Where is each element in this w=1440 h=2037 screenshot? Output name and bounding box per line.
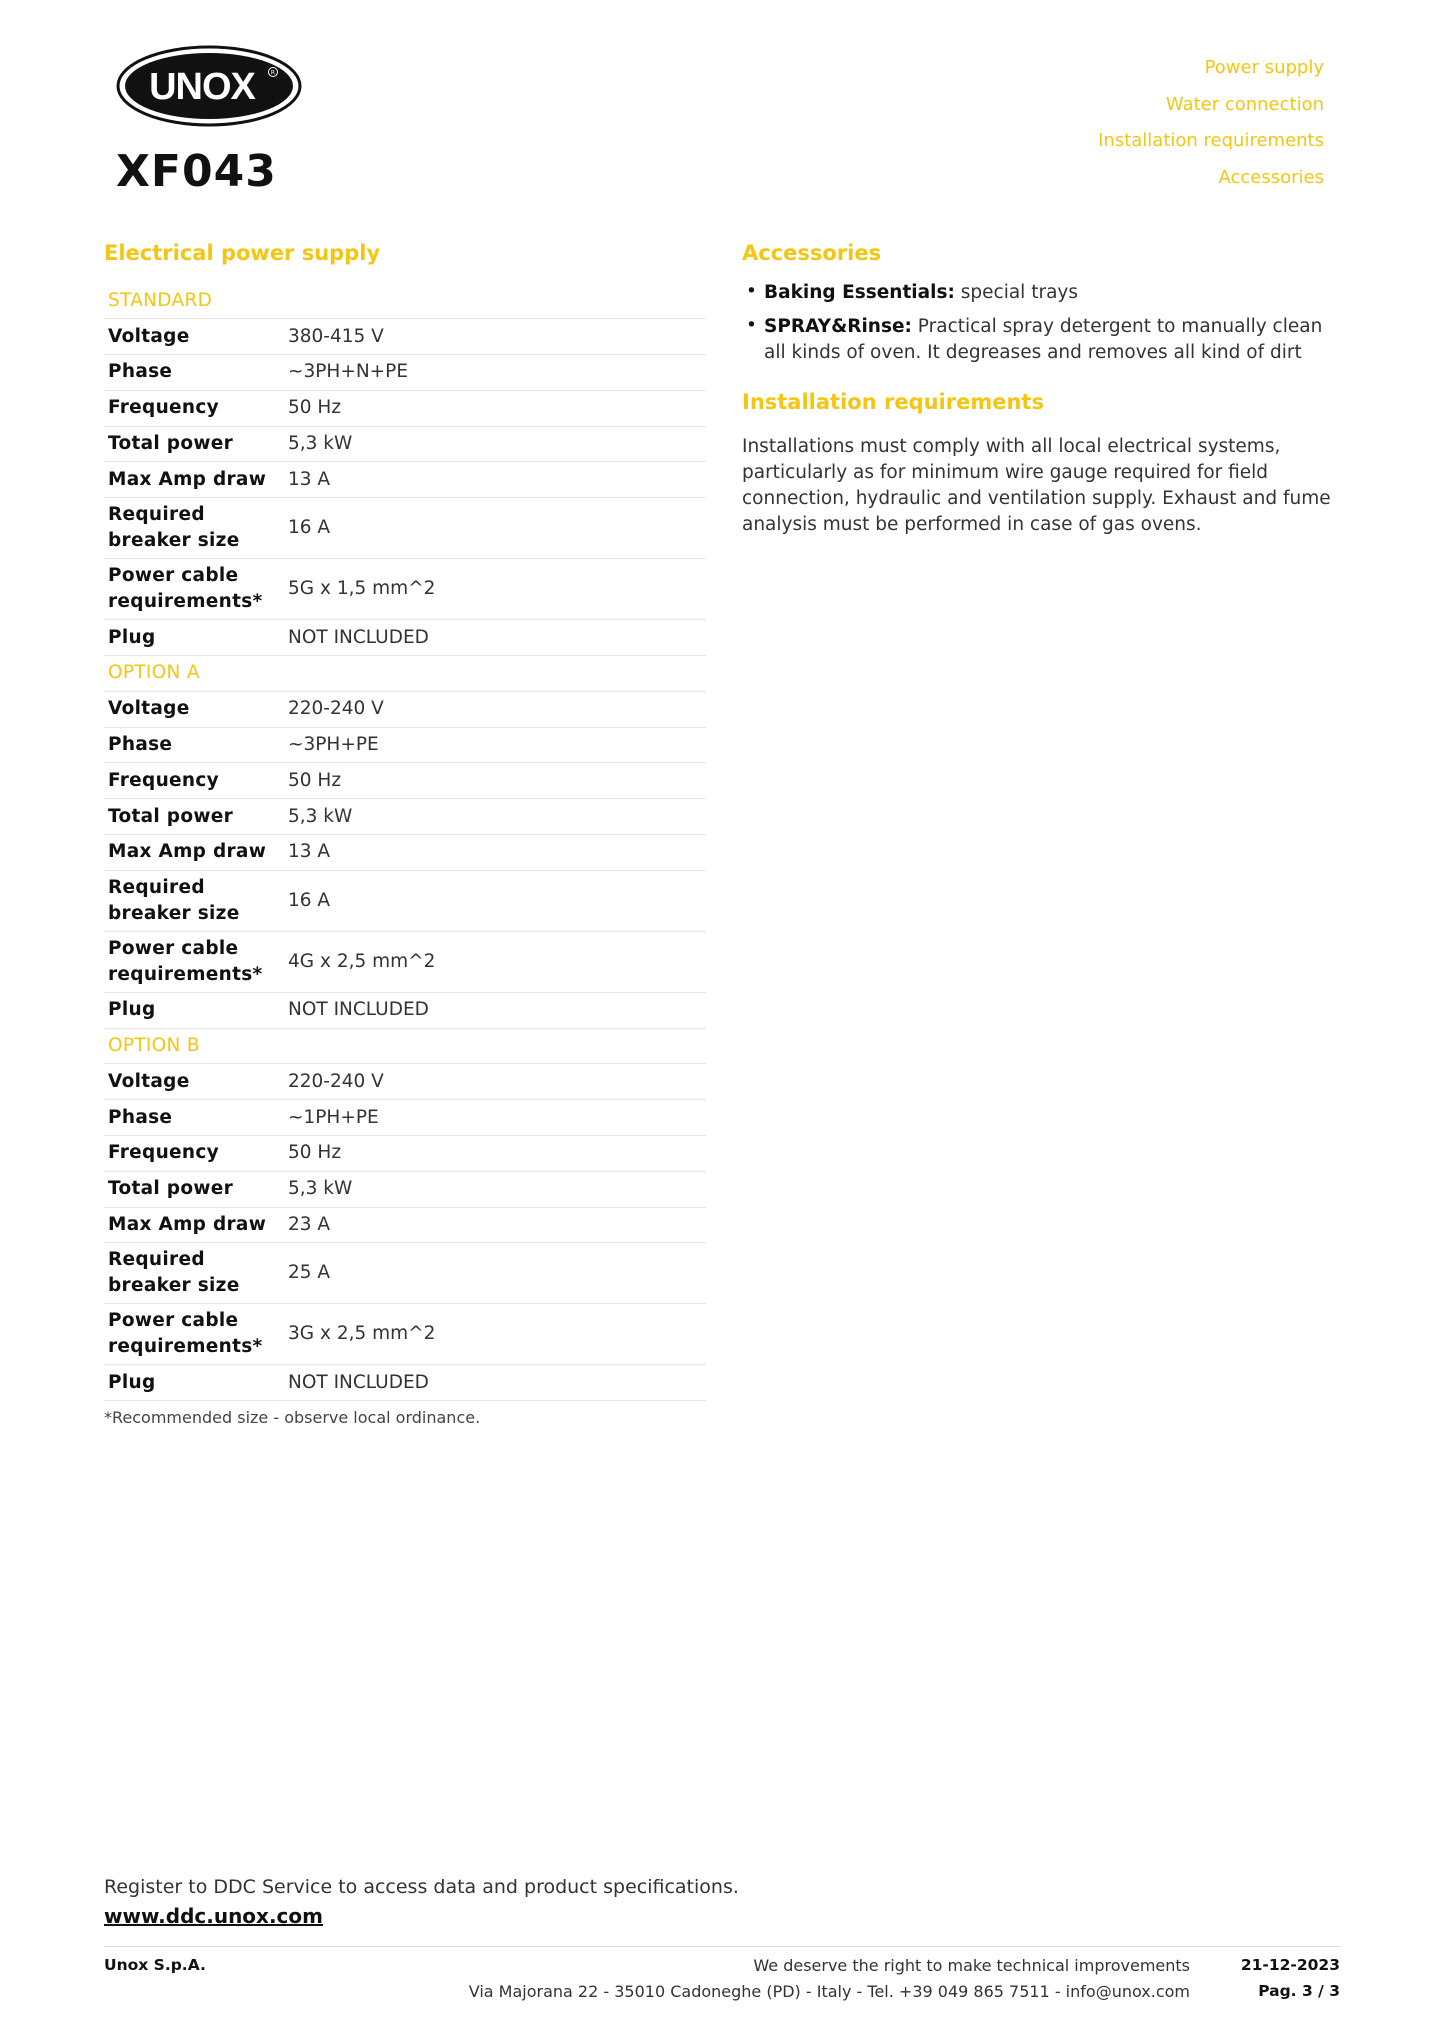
- address-text: Via Majorana 22 - 35010 Cadoneghe (PD) - Italy - Tel. +39 049 865 7511 - info@unox.com: [468, 1982, 1190, 2001]
- electrical-heading: Electrical power supply: [104, 241, 381, 265]
- spec-label: Plug: [104, 1365, 284, 1401]
- spec-value: 5,3 kW: [284, 1171, 706, 1207]
- accessory-name: Baking Essentials:: [764, 282, 955, 303]
- spec-value: 50 Hz: [284, 763, 706, 799]
- spec-label: Voltage: [104, 1064, 284, 1100]
- spec-label: Required breaker size: [104, 870, 284, 931]
- spec-label: Max Amp draw: [104, 1207, 284, 1243]
- spec-label: Total power: [104, 799, 284, 835]
- svg-text:R: R: [270, 69, 276, 77]
- spec-label: Frequency: [104, 763, 284, 799]
- table-row: [104, 1171, 706, 1207]
- table-group-header: [104, 656, 706, 692]
- spec-label: Phase: [104, 727, 284, 763]
- nav-installation-requirements[interactable]: Installation requirements: [1098, 130, 1324, 151]
- table-row: [104, 1207, 706, 1243]
- installation-text: Installations must comply with all local electrical systems, particularly as for minimum wire gauge required for field connection, hydraulic and ventilation supply. Exhaust and fume analysis must be performed in case of gas ovens.: [742, 436, 1331, 535]
- accessory-desc: Practical spray detergent to manually clean all kinds of oven. It degreases and removes all kind of dirt: [764, 316, 1323, 363]
- unox-logo: [116, 45, 302, 127]
- spec-label: Required breaker size: [104, 498, 284, 559]
- spec-label: Total power: [104, 426, 284, 462]
- spec-value: 5,3 kW: [284, 799, 706, 835]
- table-row: [104, 355, 706, 391]
- footer-divider: [104, 1946, 1340, 1947]
- spec-label: Frequency: [104, 1136, 284, 1172]
- spec-label: Phase: [104, 1100, 284, 1136]
- accessories-heading: Accessories: [742, 241, 882, 265]
- list-item: [744, 280, 1336, 306]
- spec-label: Total power: [104, 1171, 284, 1207]
- spec-value: 16 A: [284, 498, 706, 559]
- top-navigation: [1098, 50, 1324, 196]
- ddc-link[interactable]: www.ddc.unox.com: [104, 1904, 323, 1928]
- spec-value: 16 A: [284, 870, 706, 931]
- spec-value: 3G x 2,5 mm^2: [284, 1304, 706, 1365]
- table-row: [104, 390, 706, 426]
- spec-label: Power cable requirements*: [104, 1304, 284, 1365]
- spec-value: 25 A: [284, 1243, 706, 1304]
- group-title: STANDARD: [104, 283, 706, 319]
- spec-value: 50 Hz: [284, 390, 706, 426]
- register-text: Register to DDC Service to access data and product specifications.: [104, 1876, 739, 1898]
- spec-value: 220-240 V: [284, 691, 706, 727]
- accessory-desc: special trays: [954, 282, 1078, 303]
- spec-label: Power cable requirements*: [104, 931, 284, 992]
- page-number: Pag. 3 / 3: [1258, 1982, 1340, 2000]
- spec-value: 50 Hz: [284, 1136, 706, 1172]
- table-row: [104, 1100, 706, 1136]
- spec-label: Required breaker size: [104, 1243, 284, 1304]
- table-row: [104, 931, 706, 992]
- spec-value: NOT INCLUDED: [284, 992, 706, 1028]
- table-row: [104, 319, 706, 355]
- spec-label: Plug: [104, 992, 284, 1028]
- spec-value: 5G x 1,5 mm^2: [284, 559, 706, 620]
- table-row: [104, 992, 706, 1028]
- table-row: [104, 727, 706, 763]
- table-row: [104, 835, 706, 871]
- table-group-header: [104, 1028, 706, 1064]
- table-row: [104, 691, 706, 727]
- table-row: [104, 462, 706, 498]
- accessory-name: SPRAY&Rinse:: [764, 316, 912, 337]
- group-title: OPTION B: [104, 1028, 706, 1064]
- spec-value: ~3PH+N+PE: [284, 355, 706, 391]
- spec-value: 23 A: [284, 1207, 706, 1243]
- nav-power-supply[interactable]: Power supply: [1204, 57, 1324, 78]
- spec-label: Frequency: [104, 390, 284, 426]
- table-row: [104, 1136, 706, 1172]
- table-row: [104, 763, 706, 799]
- spec-label: Voltage: [104, 691, 284, 727]
- spec-label: Plug: [104, 620, 284, 656]
- table-row: [104, 559, 706, 620]
- table-row: [104, 498, 706, 559]
- spec-value: 13 A: [284, 835, 706, 871]
- table-row: [104, 1243, 706, 1304]
- list-item: [744, 314, 1336, 366]
- group-title: OPTION A: [104, 656, 706, 692]
- spec-value: 5,3 kW: [284, 426, 706, 462]
- spec-label: Power cable requirements*: [104, 559, 284, 620]
- spec-value: 13 A: [284, 462, 706, 498]
- spec-label: Phase: [104, 355, 284, 391]
- spec-value: 220-240 V: [284, 1064, 706, 1100]
- company-name: Unox S.p.A.: [104, 1956, 206, 1974]
- table-row: [104, 426, 706, 462]
- table-row: [104, 1365, 706, 1401]
- installation-heading: Installation requirements: [742, 390, 1044, 414]
- table-row: [104, 1064, 706, 1100]
- table-group-header: [104, 283, 706, 319]
- nav-accessories[interactable]: Accessories: [1218, 166, 1324, 188]
- spec-label: Max Amp draw: [104, 835, 284, 871]
- table-row: [104, 1304, 706, 1365]
- table-row: [104, 870, 706, 931]
- spec-value: ~1PH+PE: [284, 1100, 706, 1136]
- spec-value: NOT INCLUDED: [284, 1365, 706, 1401]
- spec-label: Max Amp draw: [104, 462, 284, 498]
- footnote: *Recommended size - observe local ordinance.: [104, 1408, 481, 1427]
- model-title: XF043: [116, 146, 277, 197]
- spec-value: ~3PH+PE: [284, 727, 706, 763]
- spec-value: 380-415 V: [284, 319, 706, 355]
- electrical-spec-table: [104, 283, 706, 1401]
- notice-text: We deserve the right to make technical improvements: [753, 1956, 1190, 1975]
- table-row: [104, 620, 706, 656]
- document-date: 21-12-2023: [1240, 1956, 1340, 1974]
- logo-text: UNOX: [149, 66, 255, 108]
- spec-label: Voltage: [104, 319, 284, 355]
- accessories-list: [744, 280, 1336, 374]
- spec-value: NOT INCLUDED: [284, 620, 706, 656]
- table-row: [104, 799, 706, 835]
- spec-value: 4G x 2,5 mm^2: [284, 931, 706, 992]
- nav-water-connection[interactable]: Water connection: [1165, 93, 1324, 115]
